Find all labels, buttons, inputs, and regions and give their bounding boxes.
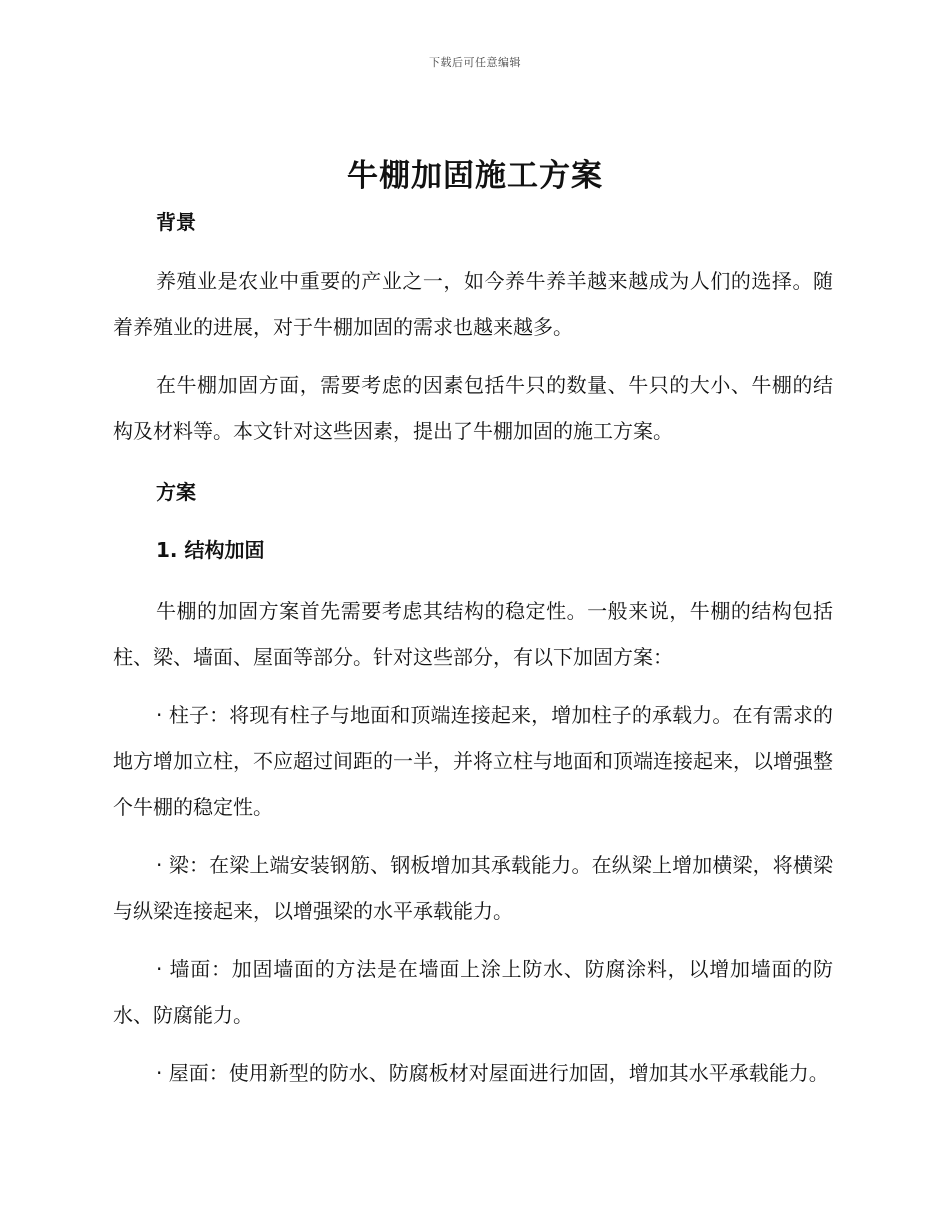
list-item-beam: · 梁：在梁上端安装钢筋、钢板增加其承载能力。在纵梁上增加横梁，将横梁与纵梁连接起来，以增强梁的水平承载能力。 xyxy=(113,853,833,923)
section-heading-background: 背景 xyxy=(156,210,196,234)
list-item-column: · 柱子：将现有柱子与地面和顶端连接起来，增加柱子的承载力。在有需求的地方增加立柱，不应超过间距的一半，并将立柱与地面和顶端连接起来，以增强整个牛棚的稳定性。 xyxy=(113,703,833,819)
list-item-wall: · 墙面：加固墙面的方法是在墙面上涂上防水、防腐涂料，以增加墙面的防水、防腐能力。 xyxy=(113,957,833,1027)
paragraph-background-2: 在牛棚加固方面，需要考虑的因素包括牛只的数量、牛只的大小、牛棚的结构及材料等。本文针对这些因素，提出了牛棚加固的施工方案。 xyxy=(113,373,833,443)
subsection-heading-structure: 1. 结构加固 xyxy=(156,538,265,562)
paragraph-structure-intro: 牛棚的加固方案首先需要考虑其结构的稳定性。一般来说，牛棚的结构包括柱、梁、墙面、屋面等部分。针对这些部分，有以下加固方案： xyxy=(113,599,833,669)
document-body xyxy=(113,206,833,1096)
list-item-roof: · 屋面：使用新型的防水、防腐板材对屋面进行加固，增加其水平承载能力。 xyxy=(156,1061,829,1085)
header-note: 下载后可任意编辑 xyxy=(429,56,521,69)
document-title: 牛棚加固施工方案 xyxy=(347,158,603,194)
paragraph-background-1: 养殖业是农业中重要的产业之一，如今养牛养羊越来越成为人们的选择。随着养殖业的进展，对于牛棚加固的需求也越来越多。 xyxy=(113,269,833,339)
section-heading-plan: 方案 xyxy=(156,480,196,504)
